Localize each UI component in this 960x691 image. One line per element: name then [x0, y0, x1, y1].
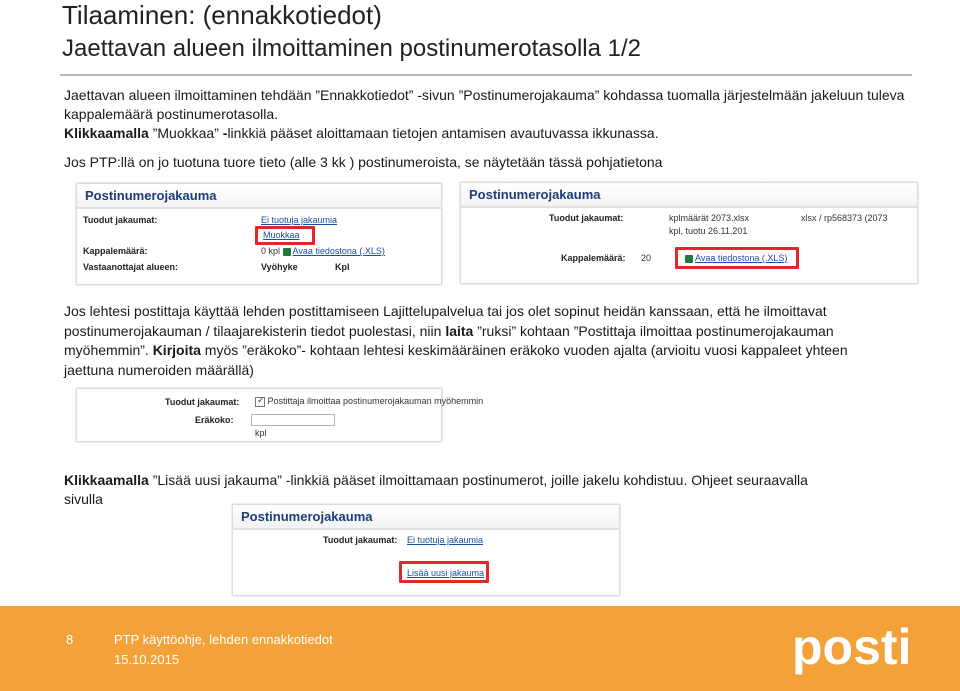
quantity-value: 0 kpl: [261, 246, 281, 256]
para3-text3: myös ”eräkoko”- kohtaan lehtesi keskimääräinen eräkoko vuoden ajalta (arvioitu vuosi kappaleet yhteen jaettuna numeroiden määrällä): [64, 342, 848, 378]
para4-text: ”Lisää uusi jakauma” -linkkiä pääset ilmoittamaan postinumerot, joille jakelu kohdistuu. Ohjeet seuraavalla sivulla: [64, 472, 808, 507]
label-recipients: Vastaanottajat alueen:: [83, 262, 179, 272]
panel-header: Postinumerojakauma: [233, 505, 619, 530]
add-new-distribution-link[interactable]: Lisää uusi jakauma: [407, 568, 485, 578]
screenshot-postinumerojakauma-existing: [460, 182, 918, 284]
screenshot-postinumerojakauma-empty: [76, 183, 442, 285]
page-subtitle: Jaettavan alueen ilmoittaminen postinumerotasolla 1/2: [62, 35, 642, 62]
para3-text1: Jos lehtesi postittaja käyttää lehden postittamiseen Lajittelupalvelua tai jos olet sopinut heidän kanssaan, että he ilmoittavat postinumerojakauman / tilaajarekisterin tiedot puolestasi, niin: [64, 303, 827, 339]
open-xls-link[interactable]: Avaa tiedostona (.XLS): [695, 253, 788, 263]
screenshot-add-distribution: [232, 504, 620, 596]
zone-header: Vyöhyke: [261, 262, 298, 272]
imported-file-info: kpl, tuotu 26.11.201: [669, 226, 748, 236]
no-distributions-text: Ei tuotuja jakaumia: [407, 535, 484, 545]
label-imported-distributions: Tuodut jakaumat:: [549, 213, 624, 223]
excel-icon: [283, 248, 291, 256]
label-imported-distributions: Tuodut jakaumat:: [83, 215, 158, 225]
imported-file-ref: xlsx / rp568373 (2073: [801, 213, 888, 223]
imported-file-name: kplmäärät 2073.xlsx: [669, 213, 750, 223]
title-divider: [60, 74, 912, 76]
intro-bold-click: Klikkaamalla: [64, 125, 149, 141]
highlight-muokkaa: [255, 226, 315, 245]
batch-size-input[interactable]: [251, 414, 335, 426]
intro-line1: Jaettavan alueen ilmoittaminen tehdään ”Ennakkotiedot” -sivun ”Postinumerojakauma” kohdassa tuomalla järjestelmään jakeluun tuleva kappalemäärä postinumerotasolla.: [64, 87, 905, 122]
para3-bold-kirjoita: Kirjoita: [152, 342, 201, 358]
page-title: Tilaaminen: (ennakkotiedot): [62, 0, 382, 30]
para3-text2: ”ruksi” kohtaan ”Postittaja ilmoittaa postinumerojakauman myöhemmin”.: [64, 322, 834, 358]
posti-logo-text: posti: [792, 619, 912, 675]
intro-muokkaa: ”Muokkaa”: [148, 125, 223, 141]
postittaja-checkbox[interactable]: ✓: [257, 394, 265, 405]
footer-bar: [0, 606, 960, 691]
panel-header: Postinumerojakauma: [461, 183, 917, 208]
intro-dash: -: [222, 125, 228, 141]
baseline-note: Jos PTP:llä on jo tuotuna tuore tieto (alle 3 kk ) postinumeroista, se näytetään tässä pohjatietona: [64, 154, 663, 170]
quantity-value: 20: [641, 253, 652, 263]
para3-bold-laita: laita: [445, 322, 474, 339]
panel-header: Postinumerojakauma: [77, 184, 441, 209]
label-quantity: Kappalemäärä:: [83, 246, 148, 256]
document-date: 15.10.2015: [114, 652, 180, 667]
postittaja-later-label: Postittaja ilmoittaa postinumerojakauman myöhemmin: [267, 396, 484, 406]
screenshot-postittaja-option: [76, 388, 484, 442]
no-distributions-link[interactable]: Ei tuotuja jakaumia: [261, 215, 338, 225]
label-batch-size: Eräkoko:: [195, 415, 234, 425]
open-xls-link[interactable]: Avaa tiedostona (.XLS): [292, 246, 385, 256]
document-title: PTP käyttöohje, lehden ennakkotiedot: [114, 632, 333, 647]
postittaja-paragraph: [64, 302, 864, 380]
label-imported-distributions: Tuodut jakaumat:: [165, 397, 240, 407]
label-imported-distributions: Tuodut jakaumat:: [323, 535, 398, 545]
batch-size-unit: kpl: [255, 428, 267, 438]
label-quantity: Kappalemäärä:: [561, 253, 626, 263]
highlight-add-distribution: [399, 561, 489, 583]
highlight-open-xls: [675, 247, 799, 269]
intro-end: linkkiä pääset aloittamaan tietojen antamisen avautuvassa ikkunassa.: [227, 125, 659, 141]
posti-logo-icon: [792, 616, 924, 678]
page-number: 8: [66, 632, 74, 647]
para4-bold: Klikkaamalla: [64, 472, 149, 488]
count-header: Kpl: [335, 262, 350, 272]
intro-paragraph: [64, 86, 924, 143]
muokkaa-link[interactable]: Muokkaa: [263, 230, 300, 240]
